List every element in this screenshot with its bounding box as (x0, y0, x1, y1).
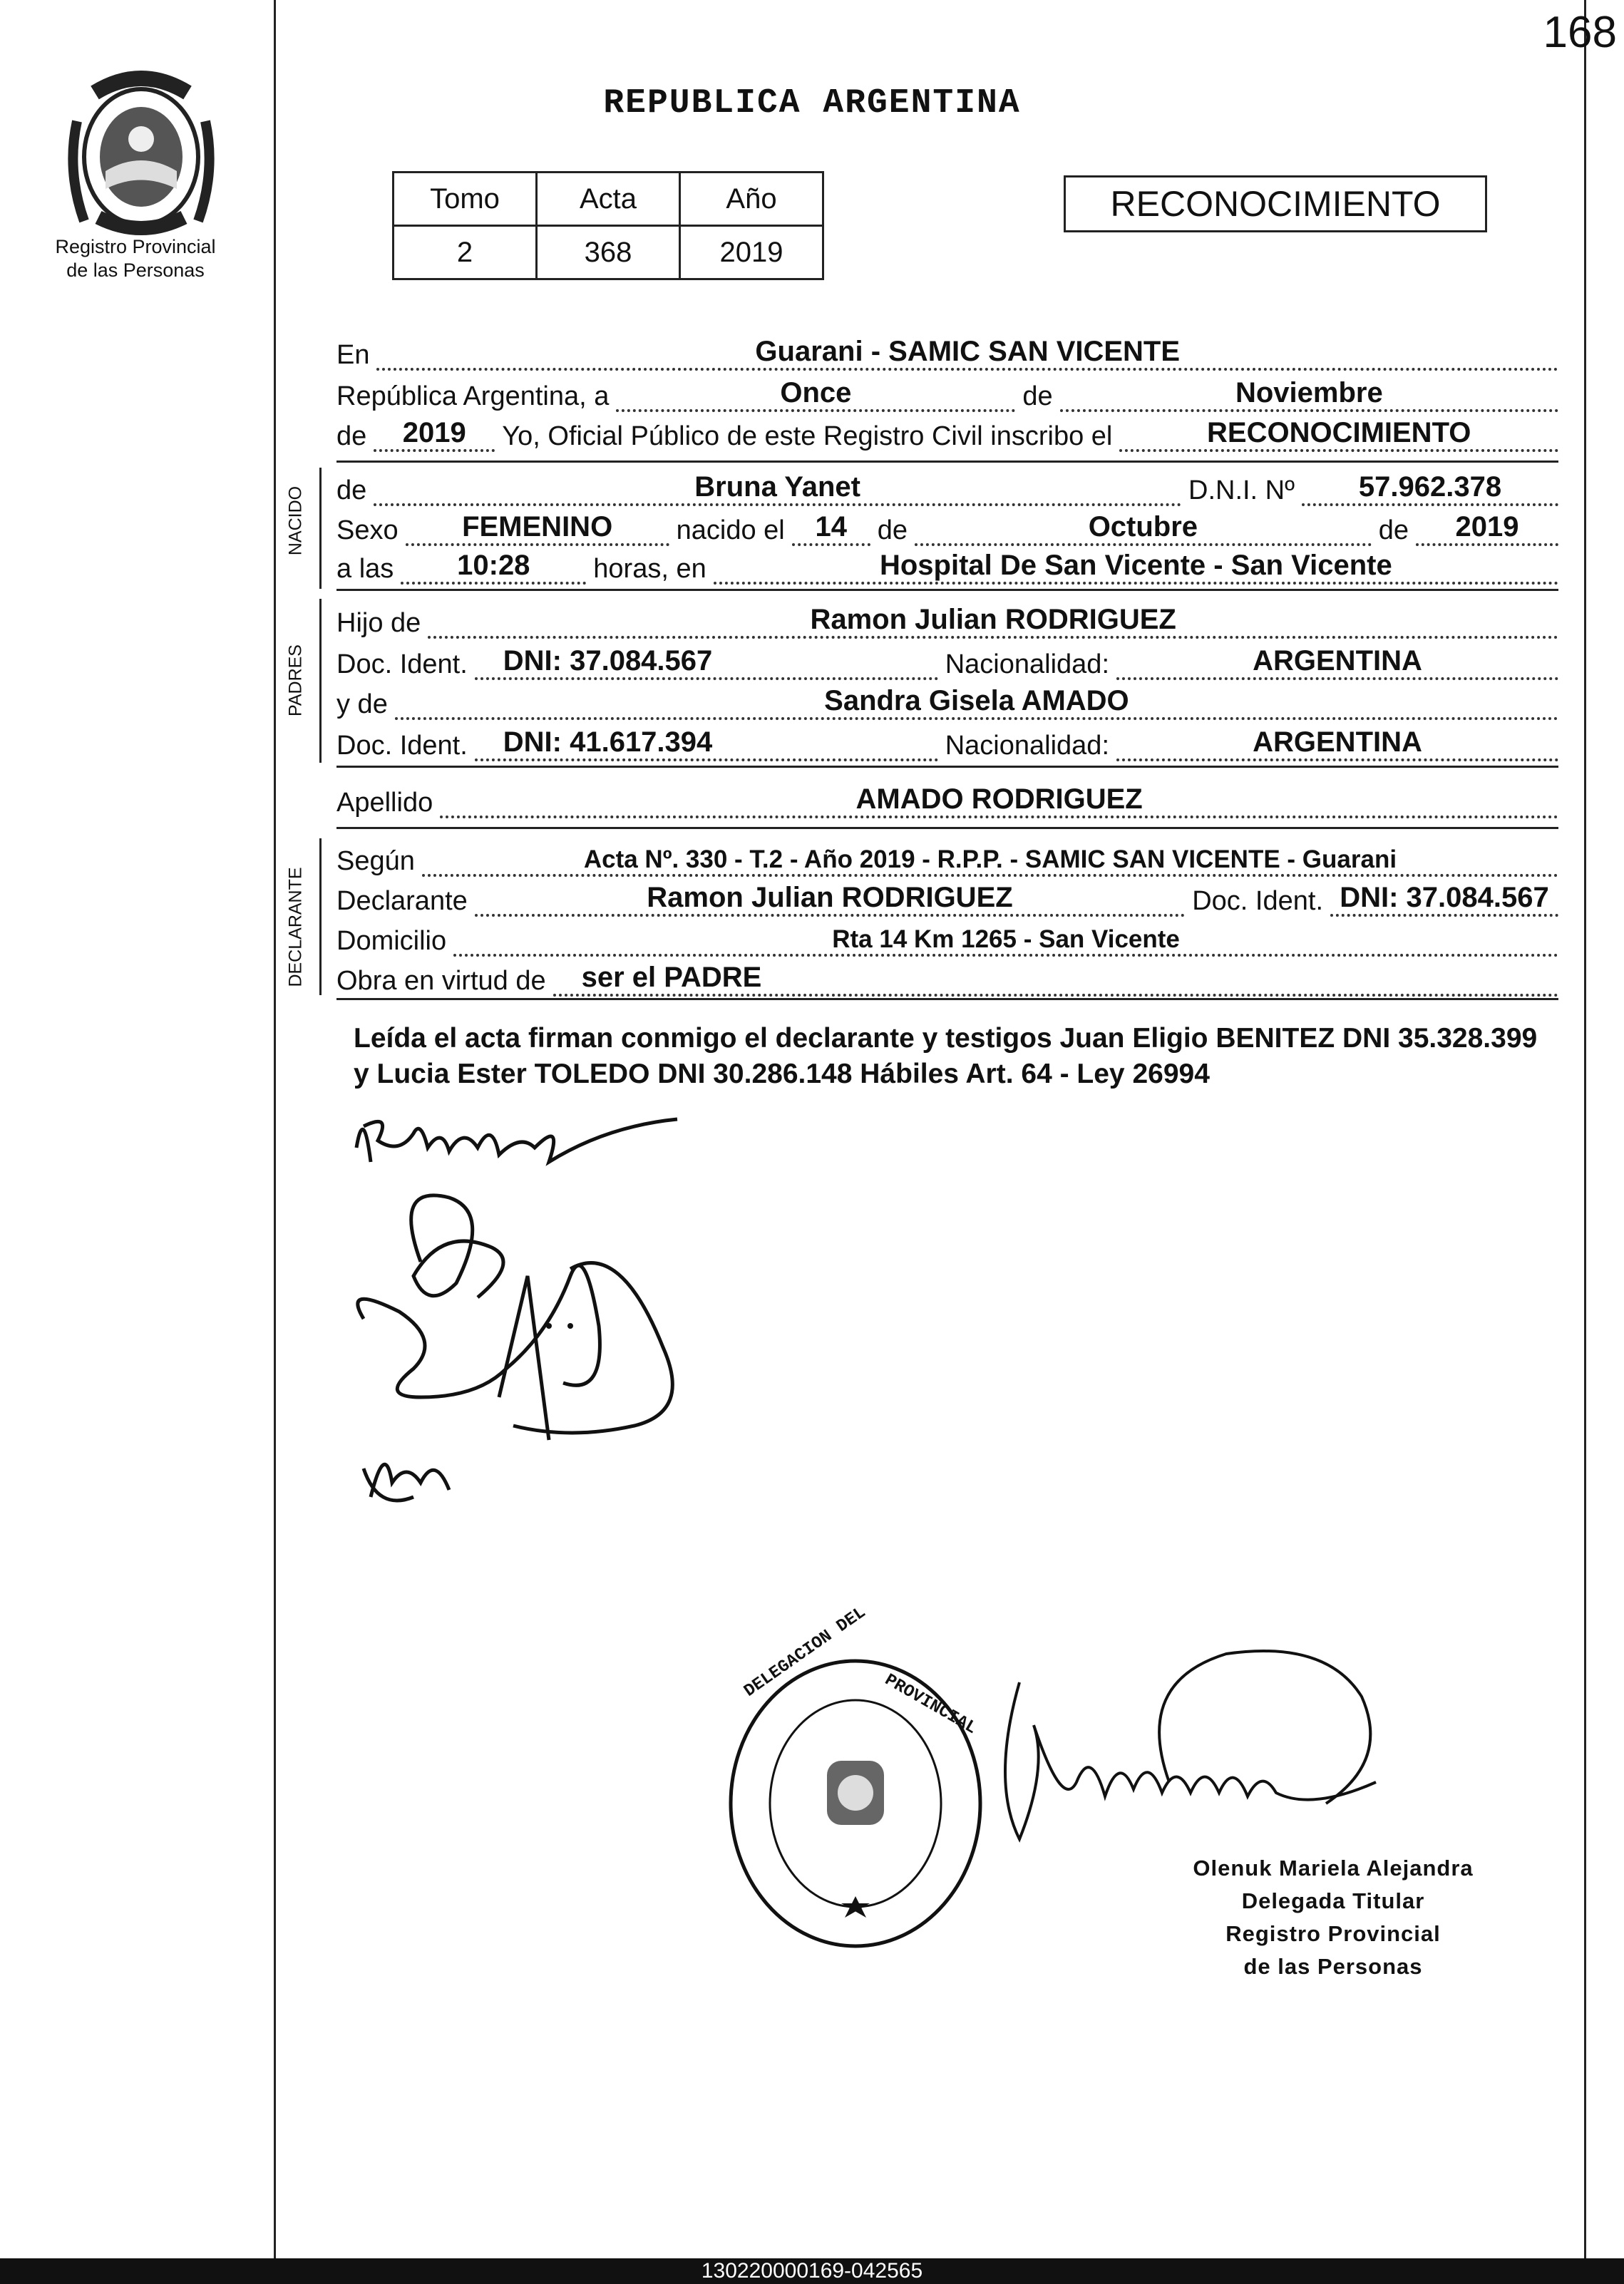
value-segun: Acta Nº. 330 - T.2 - Año 2019 - R.P.P. - SAMIC SAN VICENTE - Guarani (583, 845, 1397, 873)
field-segun (422, 845, 1558, 877)
field-obra (553, 962, 1558, 997)
value-month: Noviembre (1235, 377, 1383, 408)
section-label-padres: PADRES (285, 644, 306, 716)
separator (336, 766, 1558, 768)
value-declarante-doc: DNI: 37.084.567 (1340, 882, 1549, 913)
label-doc-declarante: Doc. Ident. (1192, 886, 1323, 916)
field-mother-doc (475, 726, 938, 761)
row-nacido-time (336, 549, 1558, 585)
field-father-doc (475, 645, 938, 680)
org-line-2: de las Personas (66, 259, 205, 281)
value-birth-month: Octubre (1088, 511, 1198, 542)
label-apellido: Apellido (336, 788, 433, 818)
field-birth-day (792, 511, 870, 546)
label-doc-father: Doc. Ident. (336, 649, 468, 679)
value-mother-name: Sandra Gisela AMADO (824, 685, 1129, 716)
field-birth-year (1416, 511, 1558, 546)
value-mother-nationality: ARGENTINA (1253, 726, 1422, 758)
label-horas-en: horas, en (593, 554, 706, 584)
row-father-doc (336, 644, 1558, 680)
row-mother (336, 684, 1558, 720)
label-y-de: y de (336, 689, 388, 719)
row-en (336, 335, 1558, 371)
officer-signature (991, 1640, 1447, 1882)
register-table-values (394, 226, 823, 279)
value-place: Guarani - SAMIC SAN VICENTE (755, 336, 1181, 367)
label-a-las: a las (336, 554, 394, 584)
section-bracket (319, 599, 322, 763)
value-dni: 57.962.378 (1358, 471, 1502, 503)
row-apellido (336, 783, 1558, 818)
row-nacido-name (336, 470, 1558, 506)
header-tomo: Tomo (394, 173, 537, 226)
field-place (376, 336, 1558, 371)
label-republica: República Argentina, a (336, 381, 610, 411)
value-father-doc: DNI: 37.084.567 (503, 645, 713, 677)
row-obra (336, 961, 1558, 997)
row-segun (336, 841, 1558, 877)
value-father-nationality: ARGENTINA (1253, 645, 1422, 677)
section-bracket (319, 838, 322, 995)
field-time (401, 550, 586, 585)
value-acta: 368 (537, 226, 680, 279)
label-obra: Obra en virtud de (336, 966, 546, 996)
value-act-type: RECONOCIMIENTO (1207, 417, 1471, 448)
row-father (336, 603, 1558, 639)
header-ano: Año (680, 173, 823, 226)
officer-org-1: Registro Provincial (1225, 1921, 1441, 1946)
officer-block (1155, 1852, 1511, 1983)
row-nacido-birth (336, 510, 1558, 546)
value-ano: 2019 (680, 226, 823, 279)
value-tomo: 2 (394, 226, 537, 279)
label-de-month: de (1022, 381, 1053, 411)
value-apellido: AMADO RODRIGUEZ (855, 783, 1143, 815)
row-fecha (336, 376, 1558, 412)
label-nac-father: Nacionalidad: (945, 649, 1109, 679)
field-declarante-name (475, 882, 1185, 917)
field-month (1060, 377, 1558, 412)
separator (336, 589, 1558, 591)
label-domicilio: Domicilio (336, 926, 447, 956)
field-mother-name (395, 685, 1558, 720)
section-label-nacido: NACIDO (285, 485, 306, 556)
register-table-header (394, 173, 823, 226)
officer-name: Olenuk Mariela Alejandra (1193, 1856, 1474, 1881)
closing-paragraph: Leída el acta firman conmigo el declarante y testigos Juan Eligio BENITEZ DNI 35.328.399 y Lucia Ester TOLEDO DNI 30.286.148 Hábiles Art. 64 - Ley 26994 (354, 1023, 1538, 1089)
field-father-name (428, 604, 1558, 639)
row-year (336, 416, 1558, 452)
footer-code: 130220000169-042565 (0, 2258, 1624, 2284)
left-margin-line (274, 0, 276, 2258)
label-nac-mother: Nacionalidad: (945, 731, 1109, 761)
label-de-birth-year: de (1378, 515, 1409, 545)
field-mother-nationality (1116, 726, 1558, 761)
value-birth-place: Hospital De San Vicente - San Vicente (879, 550, 1392, 581)
page-number: 168 (1543, 8, 1617, 57)
label-dni: D.N.I. Nº (1188, 475, 1295, 505)
value-day: Once (780, 377, 852, 408)
label-segun: Según (336, 846, 415, 876)
svg-text:DELEGACION DEL: DELEGACION DEL (741, 1603, 870, 1702)
document-type-box: RECONOCIMIENTO (1064, 175, 1487, 232)
field-apellido (440, 783, 1558, 818)
field-father-nationality (1116, 645, 1558, 680)
register-table (392, 171, 824, 280)
document-title: REPUBLICA ARGENTINA (603, 84, 1021, 123)
official-seal (720, 1603, 991, 1953)
label-yo: Yo, Oficial Público de este Registro Civil inscribo el (502, 421, 1113, 451)
section-bracket (319, 468, 322, 589)
value-sex: FEMENINO (462, 511, 613, 542)
svg-text:PROVINCIAL: PROVINCIAL (881, 1670, 980, 1739)
value-obra: ser el PADRE (581, 962, 762, 993)
organization-name (29, 235, 242, 282)
label-nacido-el: nacido el (676, 515, 785, 545)
label-de-name: de (336, 475, 367, 505)
field-day (616, 377, 1015, 412)
field-birth-month (915, 511, 1372, 546)
header-acta: Acta (537, 173, 680, 226)
officer-org-2: de las Personas (1243, 1954, 1423, 1979)
field-declarante-doc (1330, 882, 1558, 917)
field-dni (1302, 471, 1558, 506)
value-year: 2019 (402, 417, 466, 448)
value-mother-doc: DNI: 41.617.394 (503, 726, 713, 758)
value-time: 10:28 (457, 550, 530, 581)
label-declarante: Declarante (336, 886, 468, 916)
label-sexo: Sexo (336, 515, 399, 545)
label-doc-mother: Doc. Ident. (336, 731, 468, 761)
field-sex (406, 511, 669, 546)
value-birth-year: 2019 (1455, 511, 1519, 542)
officer-role: Delegada Titular (1241, 1888, 1425, 1913)
label-de-birth-month: de (877, 515, 908, 545)
field-domicilio (453, 925, 1558, 957)
signatures-declarante-witnesses (335, 1098, 734, 1526)
label-hijo-de: Hijo de (336, 608, 421, 638)
section-label-declarante: DECLARANTE (285, 867, 306, 987)
separator (336, 461, 1558, 463)
field-name (374, 471, 1181, 506)
label-de-year: de (336, 421, 367, 451)
field-act-type (1119, 417, 1558, 452)
value-declarante-name: Ramon Julian RODRIGUEZ (647, 882, 1013, 913)
label-en: En (336, 340, 370, 370)
value-domicilio: Rta 14 Km 1265 - San Vicente (832, 925, 1180, 953)
field-year (374, 417, 495, 452)
right-margin-line (1584, 0, 1586, 2258)
separator (336, 998, 1558, 1000)
org-line-1: Registro Provincial (55, 236, 216, 257)
field-birth-place (714, 550, 1558, 585)
row-domicilio (336, 921, 1558, 957)
value-father-name: Ramon Julian RODRIGUEZ (810, 604, 1176, 635)
row-declarante (336, 881, 1558, 917)
value-name: Bruna Yanet (694, 471, 860, 503)
value-birth-day: 14 (815, 511, 847, 542)
row-mother-doc (336, 726, 1558, 761)
separator (336, 827, 1558, 829)
